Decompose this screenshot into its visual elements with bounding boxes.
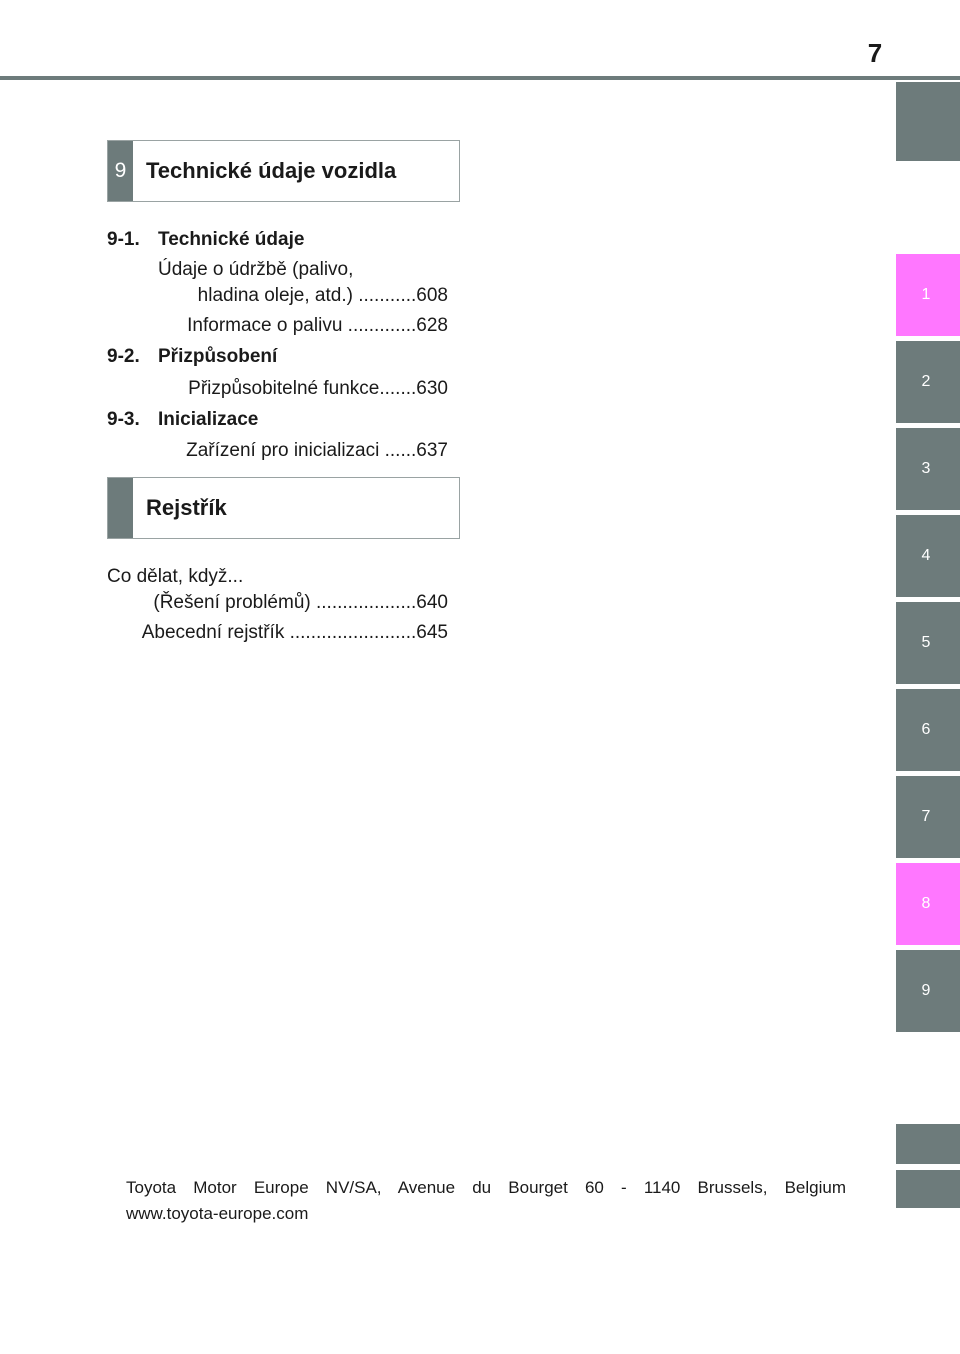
chapter-tab-6[interactable]: 6 <box>896 689 960 771</box>
page-number: 7 <box>867 38 883 68</box>
chapter-tab-3[interactable]: 3 <box>896 428 960 510</box>
toc-entry[interactable]: Abecední rejstřík ........................645 <box>141 622 448 643</box>
toc-subsection-number: 9-1. <box>107 229 140 250</box>
chapter-tab-2[interactable]: 2 <box>896 341 960 423</box>
toc-subsection-title[interactable]: Přizpůsobení <box>158 346 278 367</box>
toc-subsection-number: 9-2. <box>107 346 140 367</box>
header-rule <box>0 76 960 80</box>
section-header-9 <box>107 140 460 202</box>
toc-entry[interactable]: Co dělat, když... <box>107 566 244 587</box>
toc-entry[interactable]: Zařízení pro inicializaci ......637 <box>186 440 448 461</box>
section-title: Technické údaje vozidla <box>146 158 397 183</box>
section-number-block <box>108 478 133 538</box>
toc-entry[interactable]: Informace o palivu .............628 <box>187 315 448 336</box>
section-header-index <box>107 477 460 539</box>
chapter-tab-blank-bottom-2 <box>896 1170 960 1208</box>
chapter-tab-1[interactable]: 1 <box>896 254 960 336</box>
publisher-address: Toyota Motor Europe NV/SA, Avenue du Bourget 60 - 1140 Brussels, Belgium <box>126 1178 846 1197</box>
toc-subsection-title[interactable]: Inicializace <box>158 409 259 430</box>
chapter-tab-8[interactable]: 8 <box>896 863 960 945</box>
publisher-website[interactable]: www.toyota-europe.com <box>126 1204 309 1223</box>
publisher-footer <box>126 1175 846 1227</box>
chapter-tab-7[interactable]: 7 <box>896 776 960 858</box>
chapter-tab-5[interactable]: 5 <box>896 602 960 684</box>
chapter-tab-4[interactable]: 4 <box>896 515 960 597</box>
toc-entry-continuation[interactable]: hladina oleje, atd.) ...........608 <box>197 285 448 306</box>
toc-entry[interactable]: Údaje o údržbě (palivo, <box>158 259 354 280</box>
toc-subsection-number: 9-3. <box>107 409 140 430</box>
chapter-tab-blank-bottom-1 <box>896 1124 960 1164</box>
toc-entry[interactable]: Přizpůsobitelné funkce.......630 <box>188 378 448 399</box>
toc-subsection-title[interactable]: Technické údaje <box>158 229 305 250</box>
section-title: Rejstřík <box>146 495 227 520</box>
toc-entry-continuation[interactable]: (Řešení problémů) ...................640 <box>153 592 448 613</box>
section-number: 9 <box>108 141 133 201</box>
chapter-tab-blank-top <box>896 82 960 161</box>
chapter-tab-9[interactable]: 9 <box>896 950 960 1032</box>
